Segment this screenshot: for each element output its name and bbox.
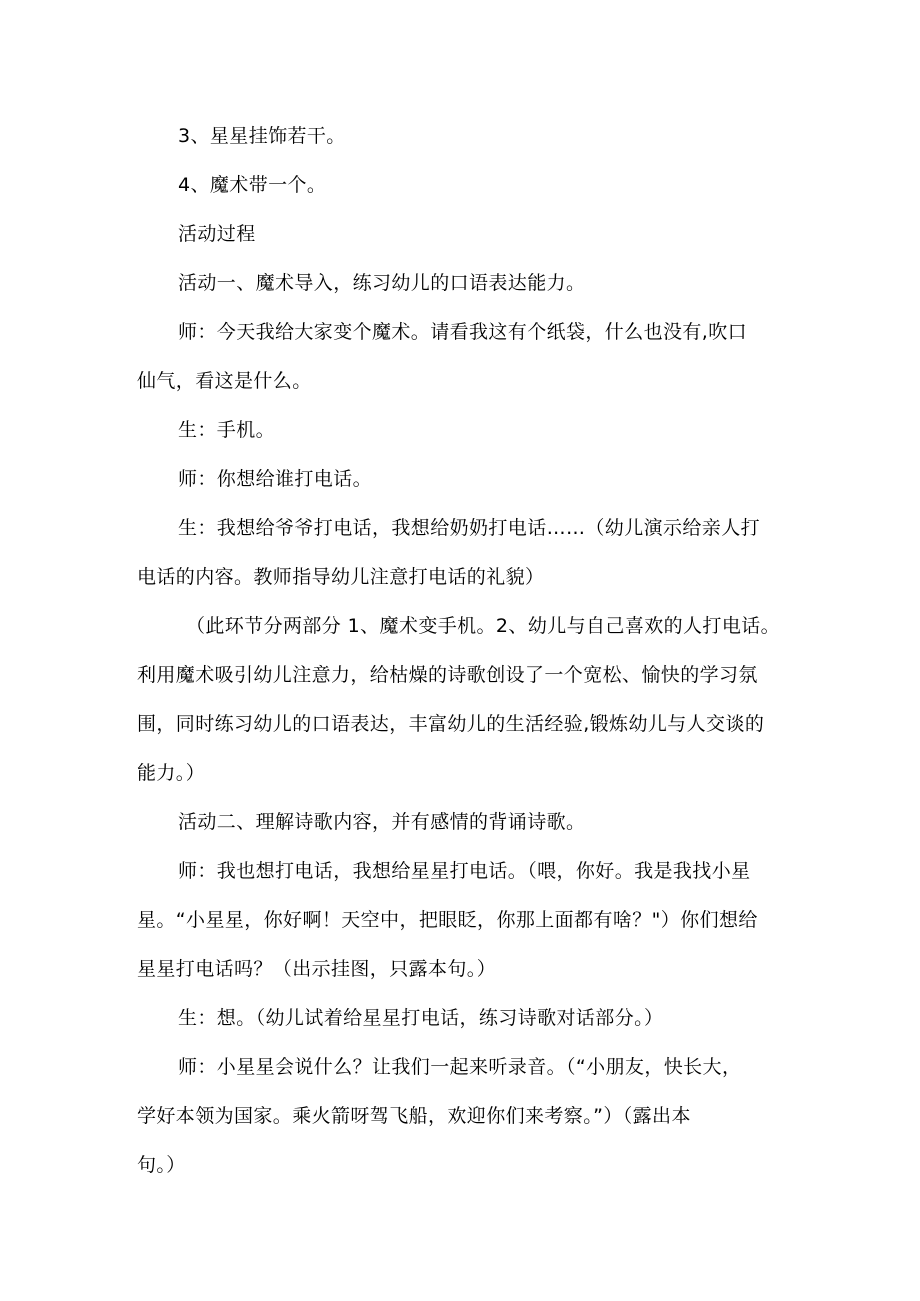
text-line: 能力。） <box>137 762 206 784</box>
text-line: 星星打电话吗？（出示挂图，只露本句。） <box>137 958 497 980</box>
text-line: 师：我也想打电话，我想给星星打电话。（喂，你好。我是我找小星 <box>178 860 751 882</box>
text-line: 学好本领为国家。乘火箭呀驾飞船，欢迎你们来考察。”）（露出本 <box>137 1105 691 1127</box>
text-line: 生：手机。 <box>178 419 276 441</box>
section-heading-activity-process: 活动过程 <box>178 223 256 245</box>
text-line: 仙气，看这是什么。 <box>137 370 312 392</box>
text-line: （此环节分两部分 1、魔术变手机。2、幼儿与自己喜欢的人打电话。 <box>186 615 781 637</box>
activity-two-heading: 活动二、理解诗歌内容，并有感情的背诵诗歌。 <box>178 811 586 833</box>
text-line: 生：想。（幼儿试着给星星打电话，练习诗歌对话部分。） <box>178 1007 664 1029</box>
text-line: 围，同时练习幼儿的口语表达，丰富幼儿的生活经验,锻炼幼儿与人交谈的 <box>137 713 765 735</box>
text-line: 师：小星星会说什么？让我们一起来听录音。（“小朋友，快长大， <box>178 1056 742 1078</box>
text-line-material-4: 4、魔术带一个。 <box>178 174 327 196</box>
text-line: 星。“小星星，你好啊！天空中，把眼眨，你那上面都有啥？"）你们想给 <box>137 909 758 931</box>
text-line-material-3: 3、星星挂饰若干。 <box>178 125 346 147</box>
text-line: 句。） <box>137 1154 186 1176</box>
text-line: 师：你想给谁打电话。 <box>178 468 373 490</box>
text-line: 生：我想给爷爷打电话，我想给奶奶打电话……（幼儿演示给亲人打 <box>178 517 761 539</box>
text-line: 师：今天我给大家变个魔术。请看我这有个纸袋，什么也没有,吹口 <box>178 321 748 343</box>
text-line: 电话的内容。教师指导幼儿注意打电话的礼貌） <box>137 566 545 588</box>
activity-one-heading: 活动一、魔术导入，练习幼儿的口语表达能力。 <box>178 272 586 294</box>
text-line: 利用魔术吸引幼儿注意力，给枯燥的诗歌创设了一个宽松、愉快的学习氛 <box>137 664 758 686</box>
